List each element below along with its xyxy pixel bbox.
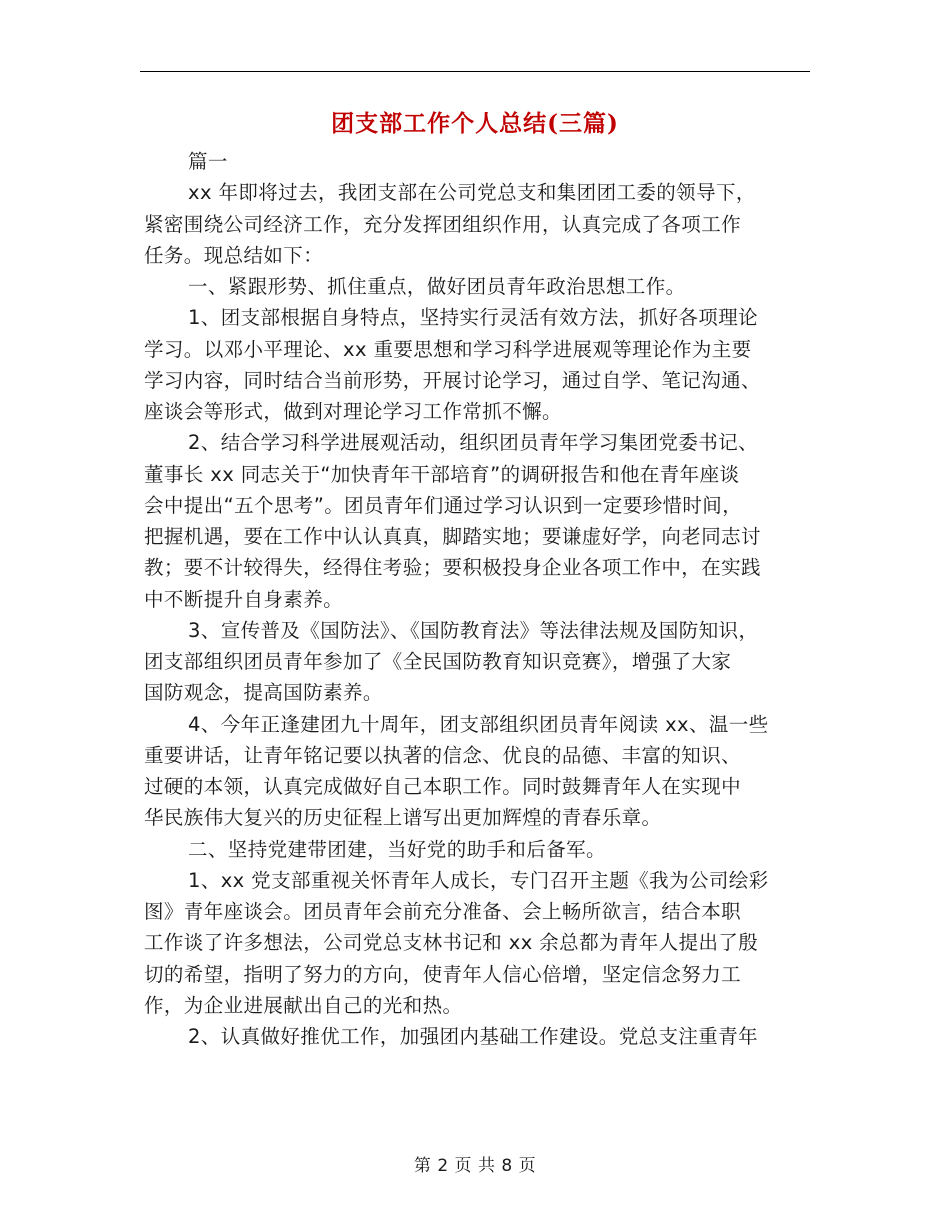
body-line: 会中提出“五个思考”。团员青年们通过学习认识到一定要珍惜时间， xyxy=(144,493,743,517)
body-line: 3、宣传普及《国防法》、《国防教育法》等法律法规及国防知识， xyxy=(188,618,759,642)
body-line: 团支部组织团员青年参加了《全民国防教育知识竞赛》，增强了大家 xyxy=(144,650,732,673)
body-line: 任务。现总结如下： xyxy=(144,243,324,267)
body-line: xx 年即将过去，我团支部在公司党总支和集团团工委的领导下， xyxy=(188,181,756,205)
body-line: 1、团支部根据自身特点，坚持实行灵活有效方法，抓好各项理论 xyxy=(188,306,759,330)
body-line: 2、结合学习科学进展观活动，组织团员青年学习集团党委书记、 xyxy=(188,431,759,455)
body-line: 图》青年座谈会。团员青年会前充分准备、会上畅所欲言，结合本职 xyxy=(144,900,742,923)
body-line: 中不断提升自身素养。 xyxy=(144,587,344,611)
document-body xyxy=(144,146,812,1052)
body-line: 篇一 xyxy=(188,150,228,173)
body-line: 教；要不计较得失，经得住考验；要积极投身企业各项工作中，在实践 xyxy=(144,556,761,580)
body-line: 工作谈了许多想法，公司党总支林书记和 xx 余总都为青年人提出了殷 xyxy=(144,931,759,955)
body-line: 2、认真做好推优工作，加强团内基础工作建设。党总支注重青年 xyxy=(188,1025,759,1048)
body-line: 1、xx 党支部重视关怀青年人成长，专门召开主题《我为公司绘彩 xyxy=(188,868,769,892)
document-title: 团支部工作个人总结(三篇) xyxy=(331,110,619,137)
body-line: 重要讲话，让青年铭记要以执著的信念、优良的品德、丰富的知识、 xyxy=(144,743,742,767)
body-line: 一、紧跟形势、抓住重点，做好团员青年政治思想工作。 xyxy=(188,275,686,298)
body-line: 作，为企业进展献出自己的光和热。 xyxy=(144,993,463,1017)
body-line: 学习。以邓小平理论、xx 重要思想和学习科学进展观等理论作为主要 xyxy=(144,337,752,361)
body-line: 华民族伟大复兴的历史征程上谱写出更加辉煌的青春乐章。 xyxy=(144,806,662,830)
body-line: 紧密围绕公司经济工作，充分发挥团组织作用，认真完成了各项工作 xyxy=(144,212,742,236)
body-line: 切的希望，指明了努力的方向，使青年人信心倍增，坚定信念努力工 xyxy=(144,962,742,986)
body-line: 4、今年正逢建团九十周年，团支部组织团员青年阅读 xx、温一些 xyxy=(188,712,769,736)
body-line: 学习内容，同时结合当前形势，开展讨论学习，通过自学、笔记沟通、 xyxy=(144,368,761,392)
body-line: 二、坚持党建带团建，当好党的助手和后备军。 xyxy=(188,837,606,861)
page-number-footer: 第 2 页 共 8 页 xyxy=(413,1156,537,1176)
body-line: 过硬的本领，认真完成做好自己本职工作。同时鼓舞青年人在实现中 xyxy=(144,775,742,798)
body-line: 董事长 xx 同志关于“加快青年干部培育”的调研报告和他在青年座谈 xyxy=(144,462,740,486)
body-line: 国防观念，提高国防素养。 xyxy=(144,681,383,705)
body-line: 把握机遇，要在工作中认认真真，脚踏实地；要谦虚好学，向老同志讨 xyxy=(144,525,761,548)
body-line: 座谈会等形式，做到对理论学习工作常抓不懈。 xyxy=(144,400,562,423)
header-rule xyxy=(140,71,810,72)
